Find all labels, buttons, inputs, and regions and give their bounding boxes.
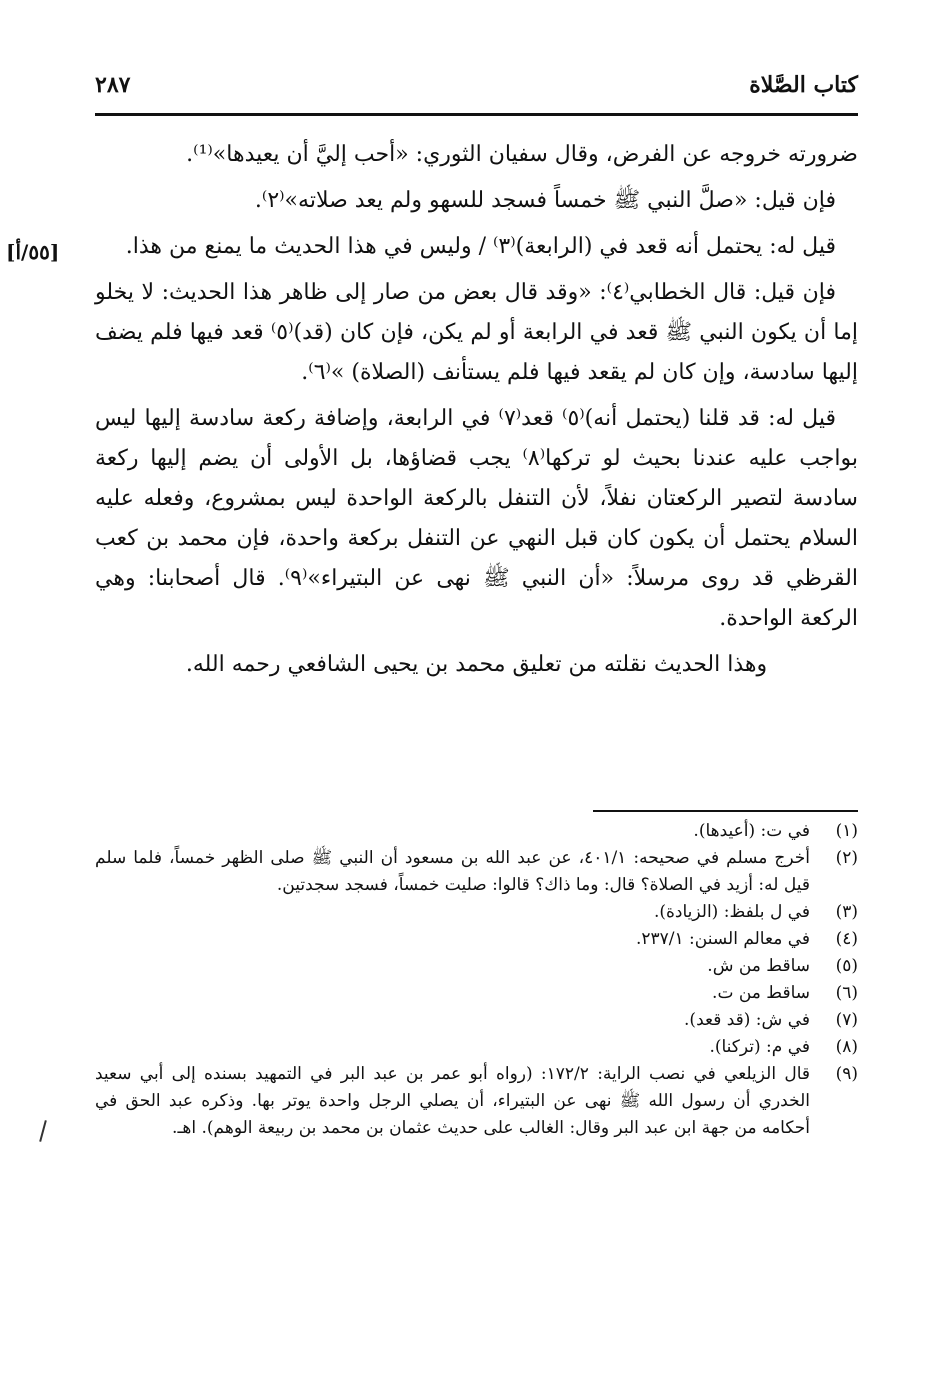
footnote-rule [593,810,858,812]
footnotes [95,818,858,1142]
page-number: ٢٨٧ [95,72,131,98]
footnote-text: في ش: (قد قعد). [684,1010,810,1030]
footnote-2 [95,845,858,899]
footnote-number: (٢) [835,848,858,868]
footnote-text: في ت: (أعيدها). [693,821,810,841]
footnote-number: (٣) [835,902,858,922]
footnote-number: (١) [835,821,858,841]
footnote-text: في م: (تركنا). [709,1037,810,1057]
footnote-text: في معالم السنن: ٢٣٧/١. [635,929,810,949]
footnote-text: ساقط من ش. [707,956,810,976]
scan-artifact [39,1120,47,1142]
footnote-3 [95,899,858,926]
footnote-1 [95,818,858,845]
footnote-number: (٨) [835,1037,858,1057]
footnote-text: قال الزيلعي في نصب الراية: ١٧٢/٢: (رواه أبو عمر بن عبد البر في التمهيد بسنده إلى أبي سعيد الخدري أن رسول الله ﷺ نهى عن البتيراء، أن يصلي الرجل واحدة يوتر بها. وذكره عبد الحق في أحكامه من جهة ابن عبد البر وقال: الغالب على حديث عثمان بن محمد بن ربيعة الوهم). اهـ. [95,1064,810,1138]
footnote-number: (٩) [835,1064,858,1084]
footnote-9 [95,1061,858,1142]
chapter-title: كتاب الصَّلاة [749,72,858,98]
footnote-text: في ل بلفظ: (الزيادة). [653,902,810,922]
footnote-number: (٥) [835,956,858,976]
main-text [95,135,858,691]
paragraph-1: ضرورته خروجه عن الفرض، وقال سفيان الثوري: «أحب إليَّ أن يعيدها»⁽¹⁾. [186,142,858,167]
footnote-8 [95,1034,858,1061]
footnote-number: (٦) [835,983,858,1003]
footnote-5 [95,953,858,980]
header-rule [95,113,858,116]
paragraph-3: قيل له: يحتمل أنه قعد في (الرابعة)⁽٣⁾ / وليس في هذا الحديث ما يمنع من هذا. [125,234,836,259]
paragraph-6: وهذا الحديث نقلته من تعليق محمد بن يحيى الشافعي رحمه الله. [185,652,768,677]
footnote-6 [95,980,858,1007]
paragraph-4: فإن قيل: قال الخطابي⁽٤⁾: «وقد قال بعض من صار إلى ظاهر هذا الحديث: لا يخلو إما أن يكون النبي ﷺ قعد في الرابعة أو لم يكن، فإن كان (قد)⁽٥⁾ قعد فيها فلم يضف إليها سادسة، وإن كان لم يقعد فيها فلم يستأنف (الصلاة) »⁽٦⁾. [95,280,858,385]
paragraph-5: قيل له: قد قلنا (يحتمل أنه)⁽٥⁾ قعد⁽٧⁾ في الرابعة، وإضافة ركعة سادسة إليها ليس بواجب عليه عندنا بحيث لو تركها⁽٨⁾ يجب قضاؤها، بل الأولى أن يضم إليها ركعة سادسة لتصير الركعتان نفلاً، لأن التنفل بالركعة الواحدة ليس بمشروع، وفعله عليه السلام يحتمل أن يكون كان قبل النهي عن التنفل بركعة واحدة، فإن محمد بن كعب القرظي قد روى مرسلاً: «أن النبي ﷺ نهى عن البتيراء»⁽٩⁾. قال أصحابنا: وهي الركعة الواحدة. [95,406,858,631]
footnote-text: ساقط من ت. [712,983,810,1003]
manuscript-folio-marker: [٥٥/أ] [6,240,60,264]
footnote-4 [95,926,858,953]
footnote-number: (٤) [835,929,858,949]
page-header [95,72,858,104]
footnote-7 [95,1007,858,1034]
footnote-number: (٧) [835,1010,858,1030]
footnote-text: أخرج مسلم في صحيحه: ٤٠١/١، عن عبد الله بن مسعود أن النبي ﷺ صلى الظهر خمساً، فلما سلم قيل له: أزيد في الصلاة؟ قال: وما ذاك؟ قالوا: صليت خمساً، فسجد سجدتين. [95,848,810,895]
paragraph-2: فإن قيل: «صلَّ النبي ﷺ خمساً فسجد للسهو ولم يعد صلاته»⁽٢⁾. [254,188,836,213]
